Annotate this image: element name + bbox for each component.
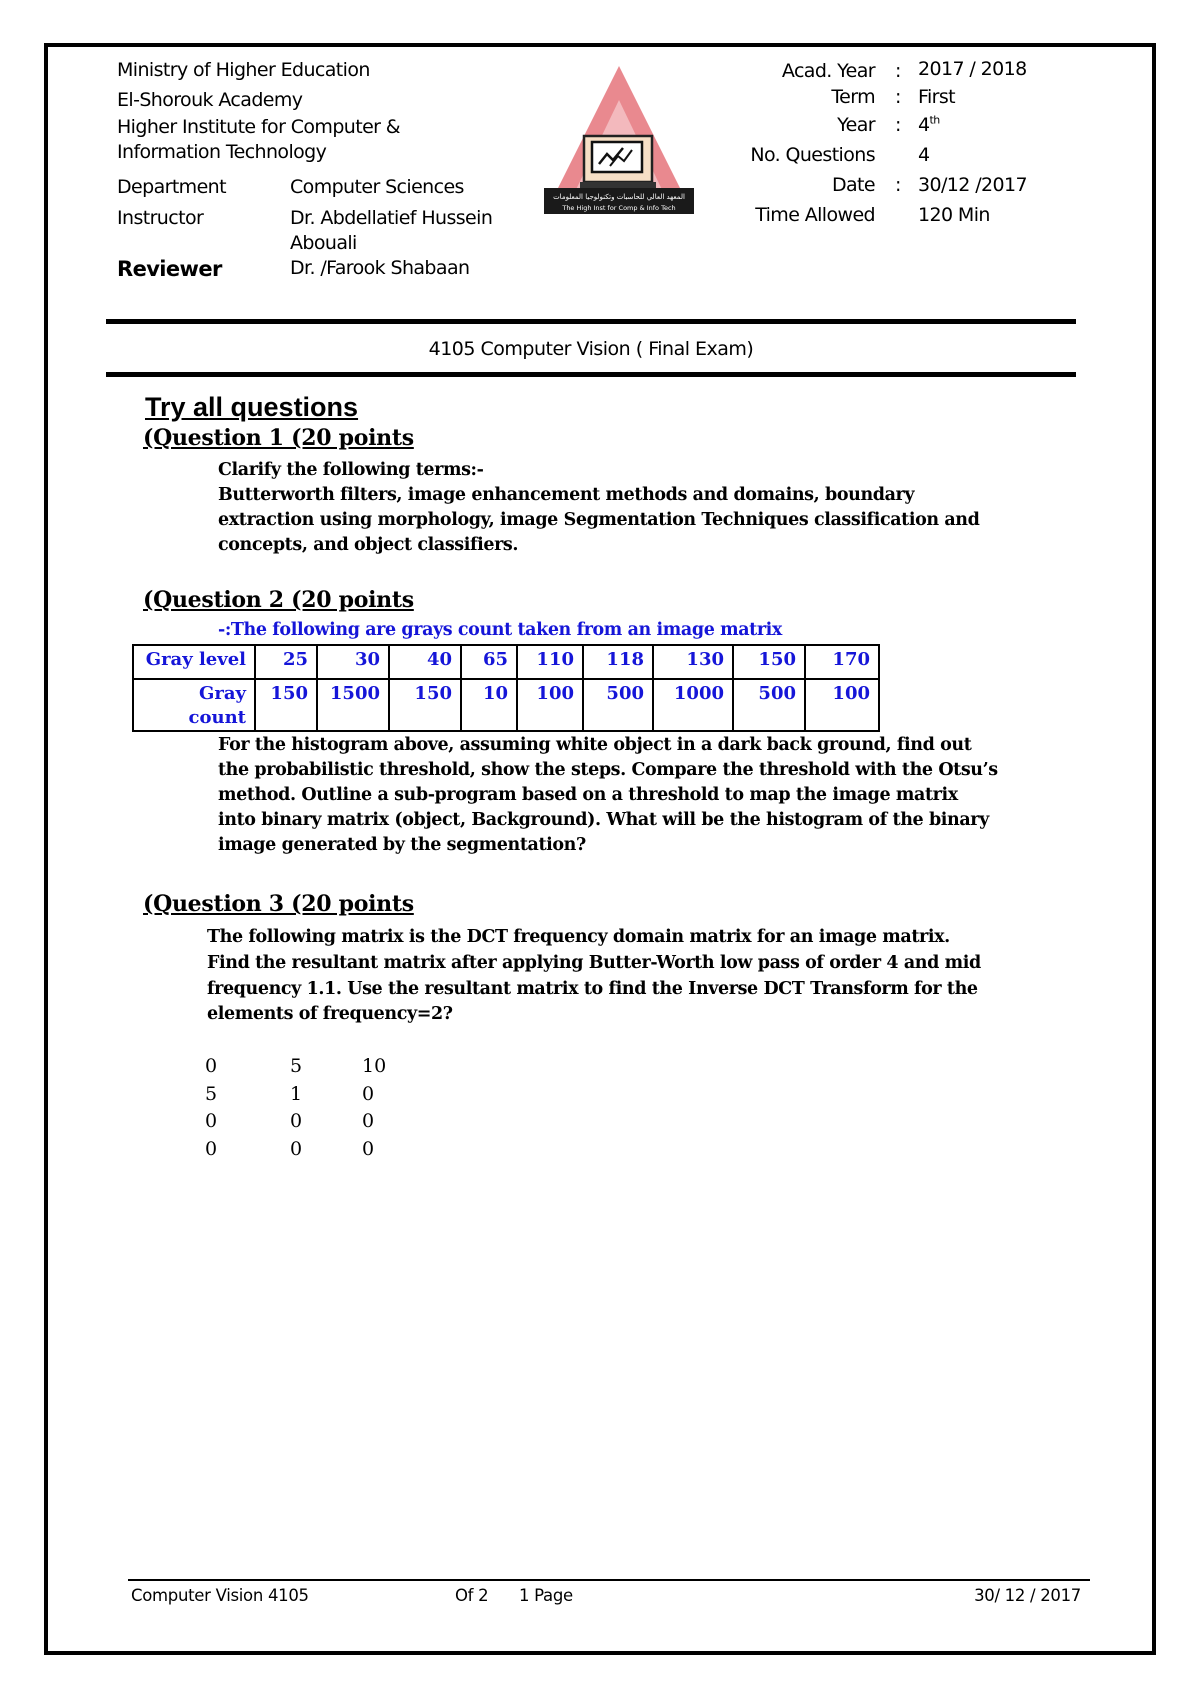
year-label: Year [837,114,875,136]
table-cell: 500 [583,679,653,731]
matrix-cell: 0 [290,1110,303,1132]
term-label: Term [831,86,875,108]
footer-rule [128,1579,1090,1581]
gray-level-row [133,645,879,679]
question-3-heading: (Question 3 (20 points [143,891,414,917]
date-label: Date [831,174,875,196]
colon: : [895,174,902,196]
question-2-heading: (Question 2 (20 points [143,587,414,613]
table-cell: 130 [653,645,733,679]
table-cell: 1500 [317,679,389,731]
matrix-cell: 0 [205,1137,218,1160]
gray-count-label [133,679,255,731]
questions-value: 4 [918,144,930,166]
question-3-line2: Find the resultant matrix after applying Butter-Worth low pass of order 4 and mid [207,953,981,973]
footer-of-pages: Of 2 [455,1586,489,1605]
institute-line1: Higher Institute for Computer & [117,116,401,138]
question-1-line2: extraction using morphology, image Segmentation Techniques classification and [218,510,980,530]
question-2-line2: the probabilistic threshold, show the steps. Compare the threshold with the Otsu’s [218,760,998,780]
gray-level-label: Gray level [133,645,255,679]
footer-page: 1 Page [519,1586,573,1605]
table-cell: 10 [461,679,517,731]
question-3-line1: The following matrix is the DCT frequency domain matrix for an image matrix. [207,927,950,947]
colon: : [895,114,902,136]
ministry: Ministry of Higher Education [117,59,370,81]
table-cell: 500 [733,679,805,731]
questions-label: No. Questions [750,144,875,166]
year-value [918,114,940,136]
instructions-heading: Try all questions [145,392,359,422]
question-2-line1: For the histogram above, assuming white object in a dark back ground, find out [218,735,972,755]
question-1-line1: Butterworth filters, image enhancement methods and domains, boundary [218,485,915,505]
question-1-heading: (Question 1 (20 points [143,425,414,451]
logo-english-text: The High Inst for Comp & Info Tech [562,204,676,212]
year-suffix: th [929,113,940,127]
matrix-cell: 0 [205,1110,218,1132]
table-cell: 40 [389,645,461,679]
matrix-cell: 1 [290,1082,303,1105]
reviewer-value: Dr. /Farook Shabaan [290,257,470,279]
date-value: 30/12 /2017 [918,174,1027,196]
table-cell: 100 [517,679,583,731]
exam-title: 4105 Computer Vision ( Final Exam) [428,338,754,360]
table-cell: 110 [517,645,583,679]
matrix-cell: 0 [205,1055,218,1077]
question-2-intro: -:The following are grays count taken from an image matrix [218,620,782,640]
colon: : [895,86,902,108]
acad-year-value: 2017 / 2018 [918,58,1027,80]
gray-count-label-line2: count [188,707,246,728]
matrix-cell: 5 [205,1082,218,1105]
logo-arabic-text: المعهد العالي للحاسبات وتكنولوجيا المعلومات [553,193,685,201]
gray-count-row [133,679,879,731]
table-cell: 150 [255,679,317,731]
instructor-value-line2: Abouali [290,232,357,254]
question-2-line3: method. Outline a sub-program based on a threshold to map the image matrix [218,785,958,805]
question-2-line4: into binary matrix (object, Background). What will be the histogram of the binary [218,810,989,830]
question-2-line5: image generated by the segmentation? [218,835,586,855]
time-allowed-label: Time Allowed [755,204,875,226]
academy: El-Shorouk Academy [117,89,303,111]
department-label: Department [117,176,226,198]
page-border [44,43,1156,1655]
table-cell: 170 [805,645,879,679]
table-cell: 30 [317,645,389,679]
table-cell: 150 [733,645,805,679]
matrix-cell: 10 [362,1055,387,1077]
matrix-cell: 0 [362,1137,375,1160]
title-rule-top [106,319,1076,324]
table-cell: 150 [389,679,461,731]
acad-year-label: Acad. Year [781,60,875,82]
table-cell: 65 [461,645,517,679]
table-cell: 1000 [653,679,733,731]
table-cell: 100 [805,679,879,731]
matrix-cell: 5 [290,1055,303,1077]
question-3-line3: frequency 1.1. Use the resultant matrix to find the Inverse DCT Transform for the [207,979,978,999]
colon: : [895,60,902,82]
department-value: Computer Sciences [290,176,464,198]
institute-line2: Information Technology [117,141,327,163]
table-cell: 25 [255,645,317,679]
table-cell: 118 [583,645,653,679]
question-1-intro: Clarify the following terms:- [218,460,484,480]
year-number: 4 [918,114,930,136]
reviewer-label: Reviewer [117,257,222,281]
time-allowed-value: 120 Min [918,204,990,226]
instructor-value-line1: Dr. Abdellatief Hussein [290,207,493,229]
matrix-cell: 0 [290,1137,303,1160]
matrix-cell: 0 [362,1110,375,1132]
footer-date: 30/ 12 / 2017 [974,1586,1081,1605]
question-1-line3: concepts, and object classifiers. [218,535,519,555]
institute-logo [540,60,698,220]
footer-course: Computer Vision 4105 [131,1586,309,1605]
question-3-line4: elements of frequency=2? [207,1004,453,1024]
title-rule-bottom [106,372,1076,377]
gray-count-label-line1: Gray [199,683,246,704]
gray-histogram-table [132,644,880,732]
matrix-cell: 0 [362,1082,375,1105]
term-value: First [918,86,955,108]
instructor-label: Instructor [117,207,204,229]
